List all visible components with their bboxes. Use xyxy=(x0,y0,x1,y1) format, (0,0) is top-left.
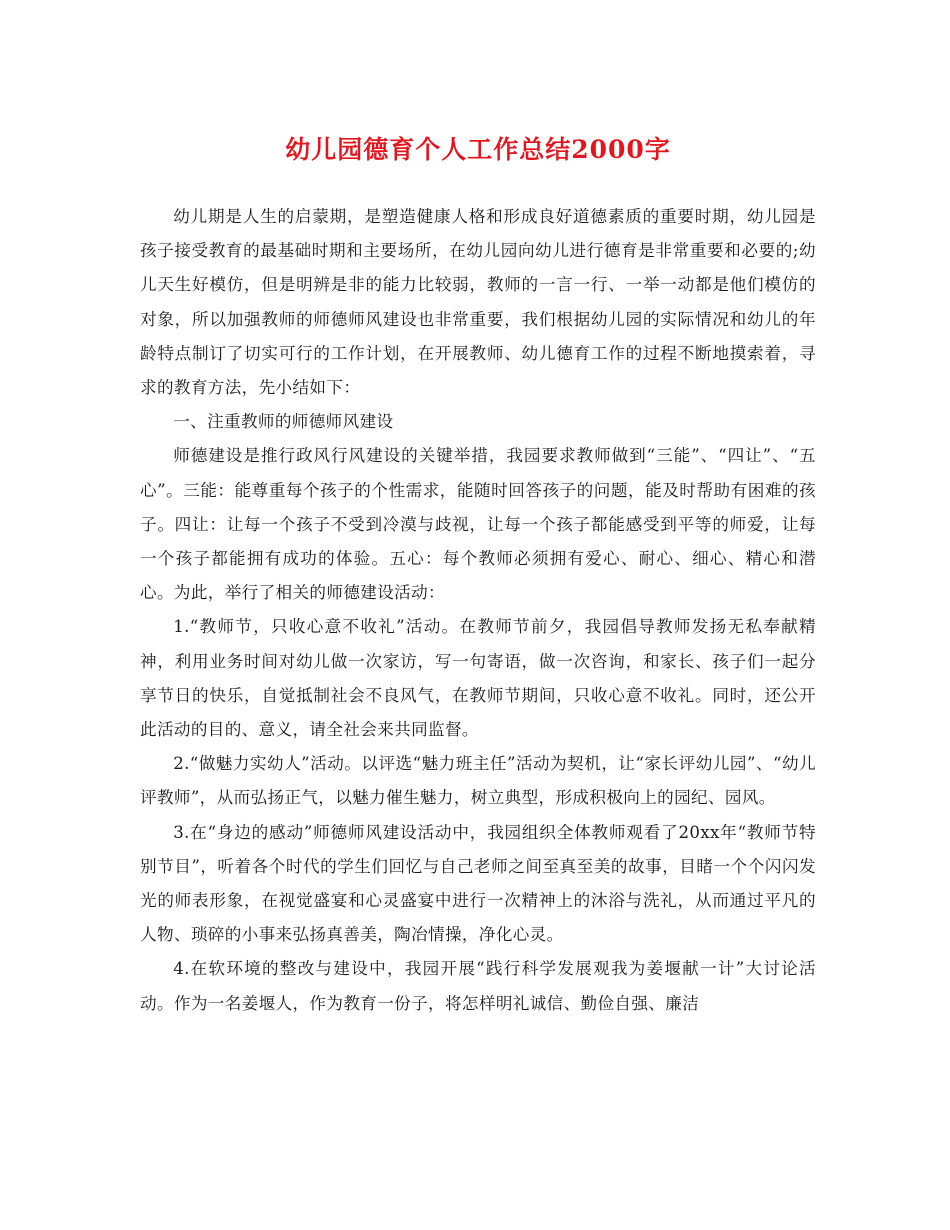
intro-paragraph: 幼儿期是人生的启蒙期，是塑造健康人格和形成良好道德素质的重要时期，幼儿园是孩子接受教育的最基础时期和主要场所，在幼儿园向幼儿进行德育是非常重要和必要的;幼儿天生好模仿，但是明辨是非的能力比较弱，教师的一言一行、一举一动都是他们模仿的对象，所以加强教师的师德师风建设也非常重要，我们根据幼儿园的实际情况和幼儿的年龄特点制订了切实可行的工作计划，在开展教师、幼儿德育工作的过程不断地摸索着，寻求的教育方法，先小结如下： xyxy=(140,207,816,398)
document-body xyxy=(140,200,816,1021)
list-item-2: 2.“做魅力实幼人”活动。以评选“魅力班主任”活动为契机，让“家长评幼儿园”、“幼儿评教师”，从而弘扬正气，以魅力催生魅力，树立典型，形成积极向上的园纪、园风。 xyxy=(140,754,816,808)
list-item-4: 4.在软环境的整改与建设中，我园开展“践行科学发展观我为姜堰献一计”大讨论活动。作为一名姜堰人，作为教育一份子，将怎样明礼诚信、勤俭自强、廉洁 xyxy=(140,959,816,1013)
list-item-1: 1.“教师节，只收心意不收礼”活动。在教师节前夕，我园倡导教师发扬无私奉献精神，利用业务时间对幼儿做一次家访，写一句寄语，做一次咨询，和家长、孩子们一起分享节日的快乐，自觉抵制社会不良风气，在教师节期间，只收心意不收礼。同时，还公开此活动的目的、意义，请全社会来共同监督。 xyxy=(140,617,816,740)
section-heading: 一、注重教师的师德师风建设 xyxy=(173,412,394,432)
document-title: 幼儿园德育个人工作总结2000字 xyxy=(285,135,671,164)
body-paragraph: 师德建设是推行政风行风建设的关键举措，我园要求教师做到“三能”、“四让”、“五心”。三能：能尊重每个孩子的个性需求，能随时回答孩子的问题，能及时帮助有困难的孩子。四让：让每一个孩子不受到冷漠与歧视，让每一个孩子都能感受到平等的师爱，让每一个孩子都能拥有成功的体验。五心：每个教师必须拥有爱心、耐心、细心、精心和潜心。为此，举行了相关的师德建设活动： xyxy=(140,446,816,603)
list-item-3: 3.在“身边的感动”师德师风建设活动中，我园组织全体教师观看了20xx年“教师节特别节目”，听着各个时代的学生们回忆与自己老师之间至真至美的故事，目睹一个个闪闪发光的师表形象，在视觉盛宴和心灵盛宴中进行一次精神上的沐浴与洗礼，从而通过平凡的人物、琐碎的小事来弘扬真善美，陶冶情操，净化心灵。 xyxy=(140,822,816,945)
